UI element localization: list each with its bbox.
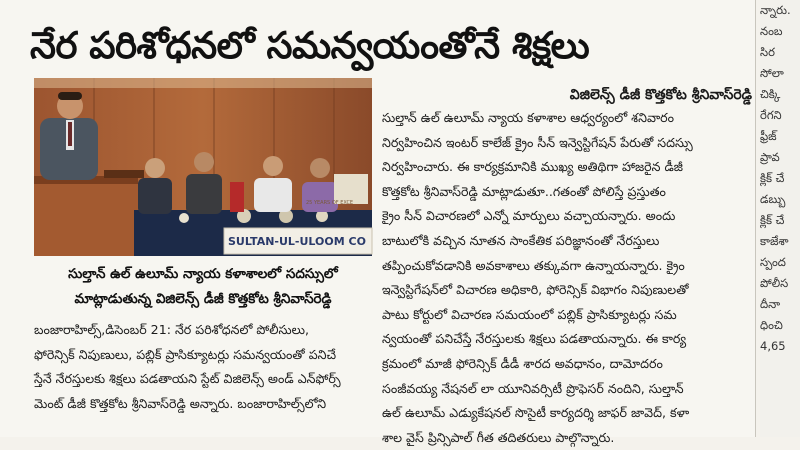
body-line: పాటు కోర్టులో విచారణ సమయంలో పబ్లిక్ ప్రాసిక్యూటర్లు సమ: [382, 306, 677, 322]
body-line: తప్పించుకోవడానికి అవకాశాలు తక్కువగా ఉన్నాయన్నారు. క్రైం: [382, 257, 685, 273]
body-line: క్రైం సీన్ విచారణలో ఎన్నో మార్పులు వచ్చాయన్నారు. అందు: [382, 208, 676, 224]
neighbor-line: న్నారు.: [760, 3, 791, 17]
article-body-right: [382, 106, 752, 445]
body-line: న్వయంతో పనిచేస్తే నేరస్తులకు శిక్షలు పడతాయన్నారు. ఈ కార్య: [382, 331, 687, 347]
caption-line: సుల్తాన్ ఉల్ ఉలూమ్ న్యాయ కళాశాలలో సదస్సులో: [68, 266, 338, 282]
event-photo-illustration: [34, 78, 372, 256]
body-line: శాల వైస్ ప్రిన్సిపాల్ గీత తదితరులు పాల్గొన్నారు.: [382, 429, 615, 445]
body-line: సంజీవయ్య నేషనల్ లా యూనివర్సిటీ ప్రొఫెసర్ నందిని, సుల్తాన్: [382, 380, 684, 396]
neighbor-line: ప్రావ: [760, 150, 780, 164]
neighbor-line: నంబ: [760, 24, 783, 38]
column-divider: [755, 0, 756, 437]
subheadline: విజిలెన్స్ డీజీ కొత్తకోట శ్రీనివాస్‌రెడ్డి: [569, 87, 752, 103]
photo-caption: [34, 262, 372, 312]
body-line: సుల్తాన్ ఉల్ ఉలూమ్ న్యాయ కళాశాల ఆధ్వర్యంలో శనివారం: [382, 110, 675, 125]
event-photo: [34, 78, 372, 256]
body-line: స్తేనే నేరస్తులకు శిక్షలు పడతాయని స్టేట్ విజిలెన్స్ అండ్ ఎన్‌ఫోర్స్: [34, 371, 341, 387]
neighbor-line: సిర: [760, 45, 775, 59]
neighbor-line: సోలా: [760, 66, 784, 80]
neighbor-line: రేగని: [760, 108, 782, 122]
body-line: నిర్వహించిన ఇంటర్ కాలేజ్ క్రైం సీన్ ఇన్వెస్టిగేషన్ పేరుతో సదస్సు: [382, 134, 693, 150]
body-line: ఫోరెన్సిక్ నిపుణులు, పబ్లిక్ ప్రాసిక్యూటర్లు సమన్వయంతో పనిచే: [34, 346, 337, 362]
neighbor-line: 4,65: [760, 339, 786, 353]
caption-line: మాట్లాడుతున్న విజిలెన్స్ డీజీ కొత్తకోట శ్రీనివాస్‌రెడ్డి: [74, 291, 332, 307]
neighbor-line: డబ్బు: [760, 192, 786, 206]
body-line: బాటులోకి వచ్చిన నూతన సాంకేతిక పరిజ్ఞానంతో నేరస్తులు: [382, 232, 660, 248]
neighbor-line: చిక్కి: [760, 87, 781, 101]
neighbor-line: దీనా: [760, 297, 781, 311]
neighbor-line: స్పంద: [760, 255, 786, 269]
neighbor-line: ఫ్రీజ్: [760, 129, 777, 143]
body-line: క్రమంలో మాజీ ఫోరెన్సిక్ డీడీ శారద అవధానం, దామోదరం: [382, 355, 663, 371]
adjacent-article-fragment: [760, 0, 800, 437]
body-line: ఉల్ ఉలూమ్ ఎడ్యుకేషనల్ సొసైటీ కార్యదర్శి జాఫర్ జావెద్, కళా: [382, 405, 690, 421]
neighbor-line: కాజేశా: [760, 234, 789, 248]
body-line: బంజారాహిల్స్,డిసెంబర్ 21: నేర పరిశోధనలో పోలీసులు,: [34, 322, 309, 337]
headline: నేర పరిశోధనలో సమన్వయంతోనే శిక్షలు: [30, 23, 590, 67]
article-body-left: [34, 318, 375, 418]
body-line: కొత్తకోట శ్రీనివాస్‌రెడ్డి మాట్లాడుతూ..గతంతో పోలిస్తే ప్రస్తుతం: [382, 183, 666, 199]
neighbor-line: పోలీస: [760, 276, 789, 290]
neighbor-line: క్లిక్ చే: [760, 213, 785, 227]
body-line: మెంట్ డీజీ కొత్తకోట శ్రీనివాస్‌రెడ్డి అన్నారు. బంజారాహిల్స్‌లోని: [34, 395, 327, 411]
logo-text: 25 YEARS OF EXCE: [306, 200, 354, 206]
neighbor-line: క్లిక్ చే: [760, 171, 785, 185]
banner-text: SULTAN-UL-ULOOM CO: [228, 235, 366, 248]
neighbor-line: ధించి: [760, 318, 783, 332]
body-line: నిర్వహించారు. ఈ కార్యక్రమానికి ముఖ్య అతిథిగా హాజరైన డీజీ: [382, 159, 683, 175]
body-line: ఇన్వెస్టిగేషన్‌లో విచారణ అధికారి, ఫోరెన్సిక్ విభాగం నిపుణులతో: [382, 282, 689, 298]
